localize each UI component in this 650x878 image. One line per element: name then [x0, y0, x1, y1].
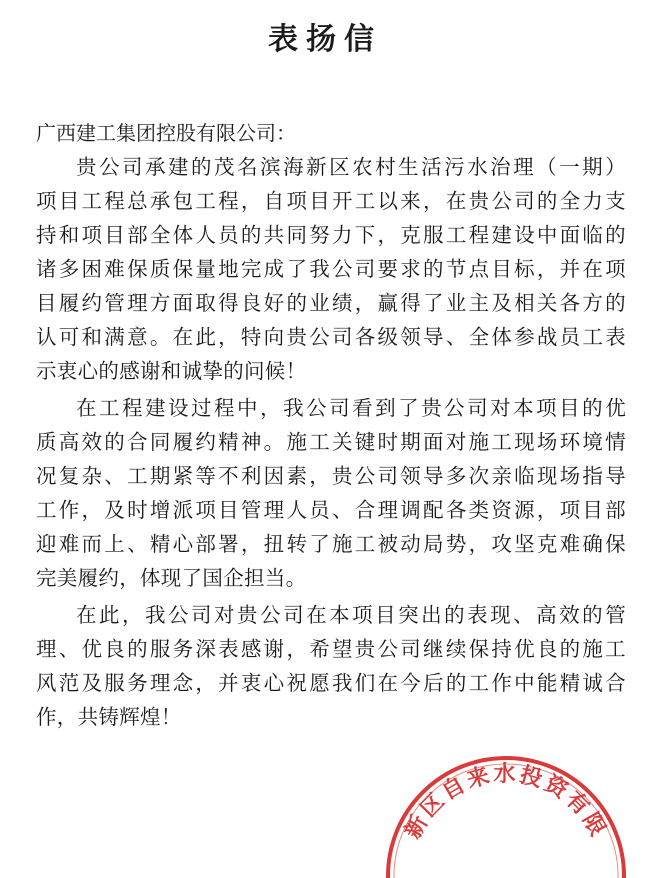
paragraph-line: 作，共铸辉煌！ [36, 705, 182, 729]
seal-outer-ring [388, 758, 624, 878]
paragraph-line: 持和项目部全体人员的共同努力下，克服工程建设中面临的 [36, 223, 626, 247]
paragraph-line: 质高效的合同履约精神。施工关键时期面对施工现场环境情 [36, 430, 626, 454]
official-seal [376, 748, 636, 878]
seal-text-path: 新区自来水投资有限 [399, 761, 613, 844]
paragraph-line: 理、优良的服务深表感谢，希望贵公司继续保持优良的施工 [36, 637, 626, 661]
paragraph-line: 目履约管理方面取得良好的业绩，赢得了业主及相关各方的 [36, 291, 626, 315]
paragraph-line: 诸多困难保质保量地完成了我公司要求的节点目标，并在项 [36, 257, 626, 281]
paragraph-line: 在此，我公司对贵公司在本项目突出的表现、高效的管 [76, 603, 626, 627]
paragraph-line: 项目工程总承包工程，自项目开工以来，在贵公司的全力支 [36, 189, 626, 213]
paragraph-line: 迎难而上、精心部署，扭转了施工被动局势，攻坚克难确保 [36, 532, 626, 556]
paragraph-line: 示衷心的感谢和诚挚的问候！ [36, 359, 307, 383]
salutation: 广西建工集团控股有限公司： [36, 121, 296, 145]
letter-title: 表扬信 [268, 22, 382, 57]
seal-text [400, 761, 612, 843]
seal-inner-ring [394, 764, 618, 878]
paragraph-line: 认可和满意。在此，特向贵公司各级领导、全体参战员工表 [36, 325, 626, 349]
paragraph-line: 工作，及时增派项目管理人员、合理调配各类资源，项目部 [36, 498, 626, 522]
paragraph-2 [36, 391, 626, 595]
paragraph-1 [36, 150, 626, 388]
paragraph-line: 风范及服务理念，并衷心祝愿我们在今后的工作中能精诚合 [36, 671, 626, 695]
paragraph-line: 完美履约，体现了国企担当。 [36, 566, 307, 590]
paragraph-line: 况复杂、工期紧等不利因素，贵公司领导多次亲临现场指导 [36, 464, 626, 488]
letter-body [36, 118, 626, 737]
paragraph-line: 在工程建设过程中，我公司看到了贵公司对本项目的优 [76, 396, 626, 420]
paragraph-3 [36, 598, 626, 734]
paragraph-line: 贵公司承建的茂名滨海新区农村生活污水治理（一期） [76, 155, 626, 179]
